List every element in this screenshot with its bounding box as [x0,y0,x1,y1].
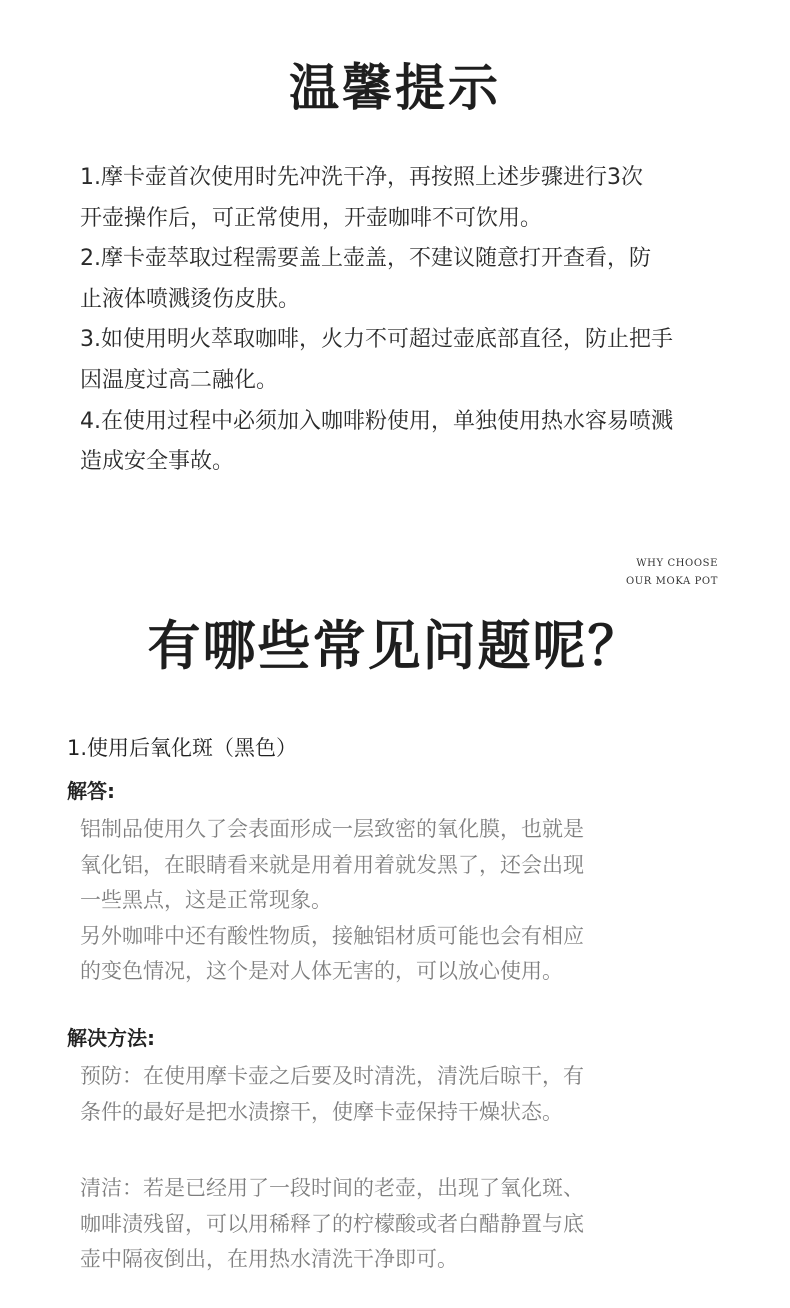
clean-line: 壶中隔夜倒出，在用热水清洗干净即可。 [80,1247,458,1271]
why-choose-line-1: WHY CHOOSE [636,558,718,569]
answer-line: 铝制品使用久了会表面形成一层致密的氧化膜，也就是 [80,817,584,841]
answer-text [80,812,740,990]
tips-line: 开壶操作后，可正常使用，开壶咖啡不可饮用。 [80,205,543,231]
answer-line: 氧化铝，在眼睛看来就是用着用着就发黑了，还会出现 [80,852,584,877]
clean-line: 咖啡渍残留，可以用稀释了的柠檬酸或者白醋静置与底 [80,1211,584,1236]
faq-question: 1.使用后氧化斑（黑色） [67,736,298,760]
tips-title: 温馨提示 [289,59,501,117]
tips-line: 因温度过高二融化。 [80,367,279,393]
tips-line: 2.摩卡壶萃取过程需要盖上壶盖，不建议随意打开查看，防 [80,246,651,272]
clean-line: 清洁：若是已经用了一段时间的老壶，出现了氧化斑、 [80,1176,584,1200]
answer-line: 一些黑点，这是正常现象。 [80,888,332,912]
prevent-line: 预防：在使用摩卡壶之后要及时清洗，清洗后晾干，有 [80,1064,584,1088]
prevent-text [80,1059,740,1130]
tips-line: 止液体喷溅烫伤皮肤。 [80,286,301,312]
faq-title: 有哪些常见问题呢？ [147,616,643,677]
answer-line: 另外咖啡中还有酸性物质，接触铝材质可能也会有相应 [80,923,584,948]
clean-text [80,1171,740,1278]
prevent-line: 条件的最好是把水渍擦干，使摩卡壶保持干燥状态。 [80,1099,563,1124]
tips-line: 1.摩卡壶首次使用时先冲洗干净，再按照上述步骤进行3次 [80,165,643,190]
why-choose-line-2: OUR MOKA POT [625,576,718,587]
why-choose-caption [626,555,718,591]
answer-line: 的变色情况，这个是对人体无害的，可以放心使用。 [80,959,563,983]
tips-list [80,158,740,483]
tips-line: 4.在使用过程中必须加入咖啡粉使用，单独使用热水容易喷溅 [80,408,673,434]
tips-line: 造成安全事故。 [80,449,235,475]
tips-line: 3.如使用明火萃取咖啡，火力不可超过壶底部直径，防止把手 [80,327,673,353]
answer-label: 解答: [67,779,115,803]
solution-label: 解决方法: [67,1026,155,1050]
